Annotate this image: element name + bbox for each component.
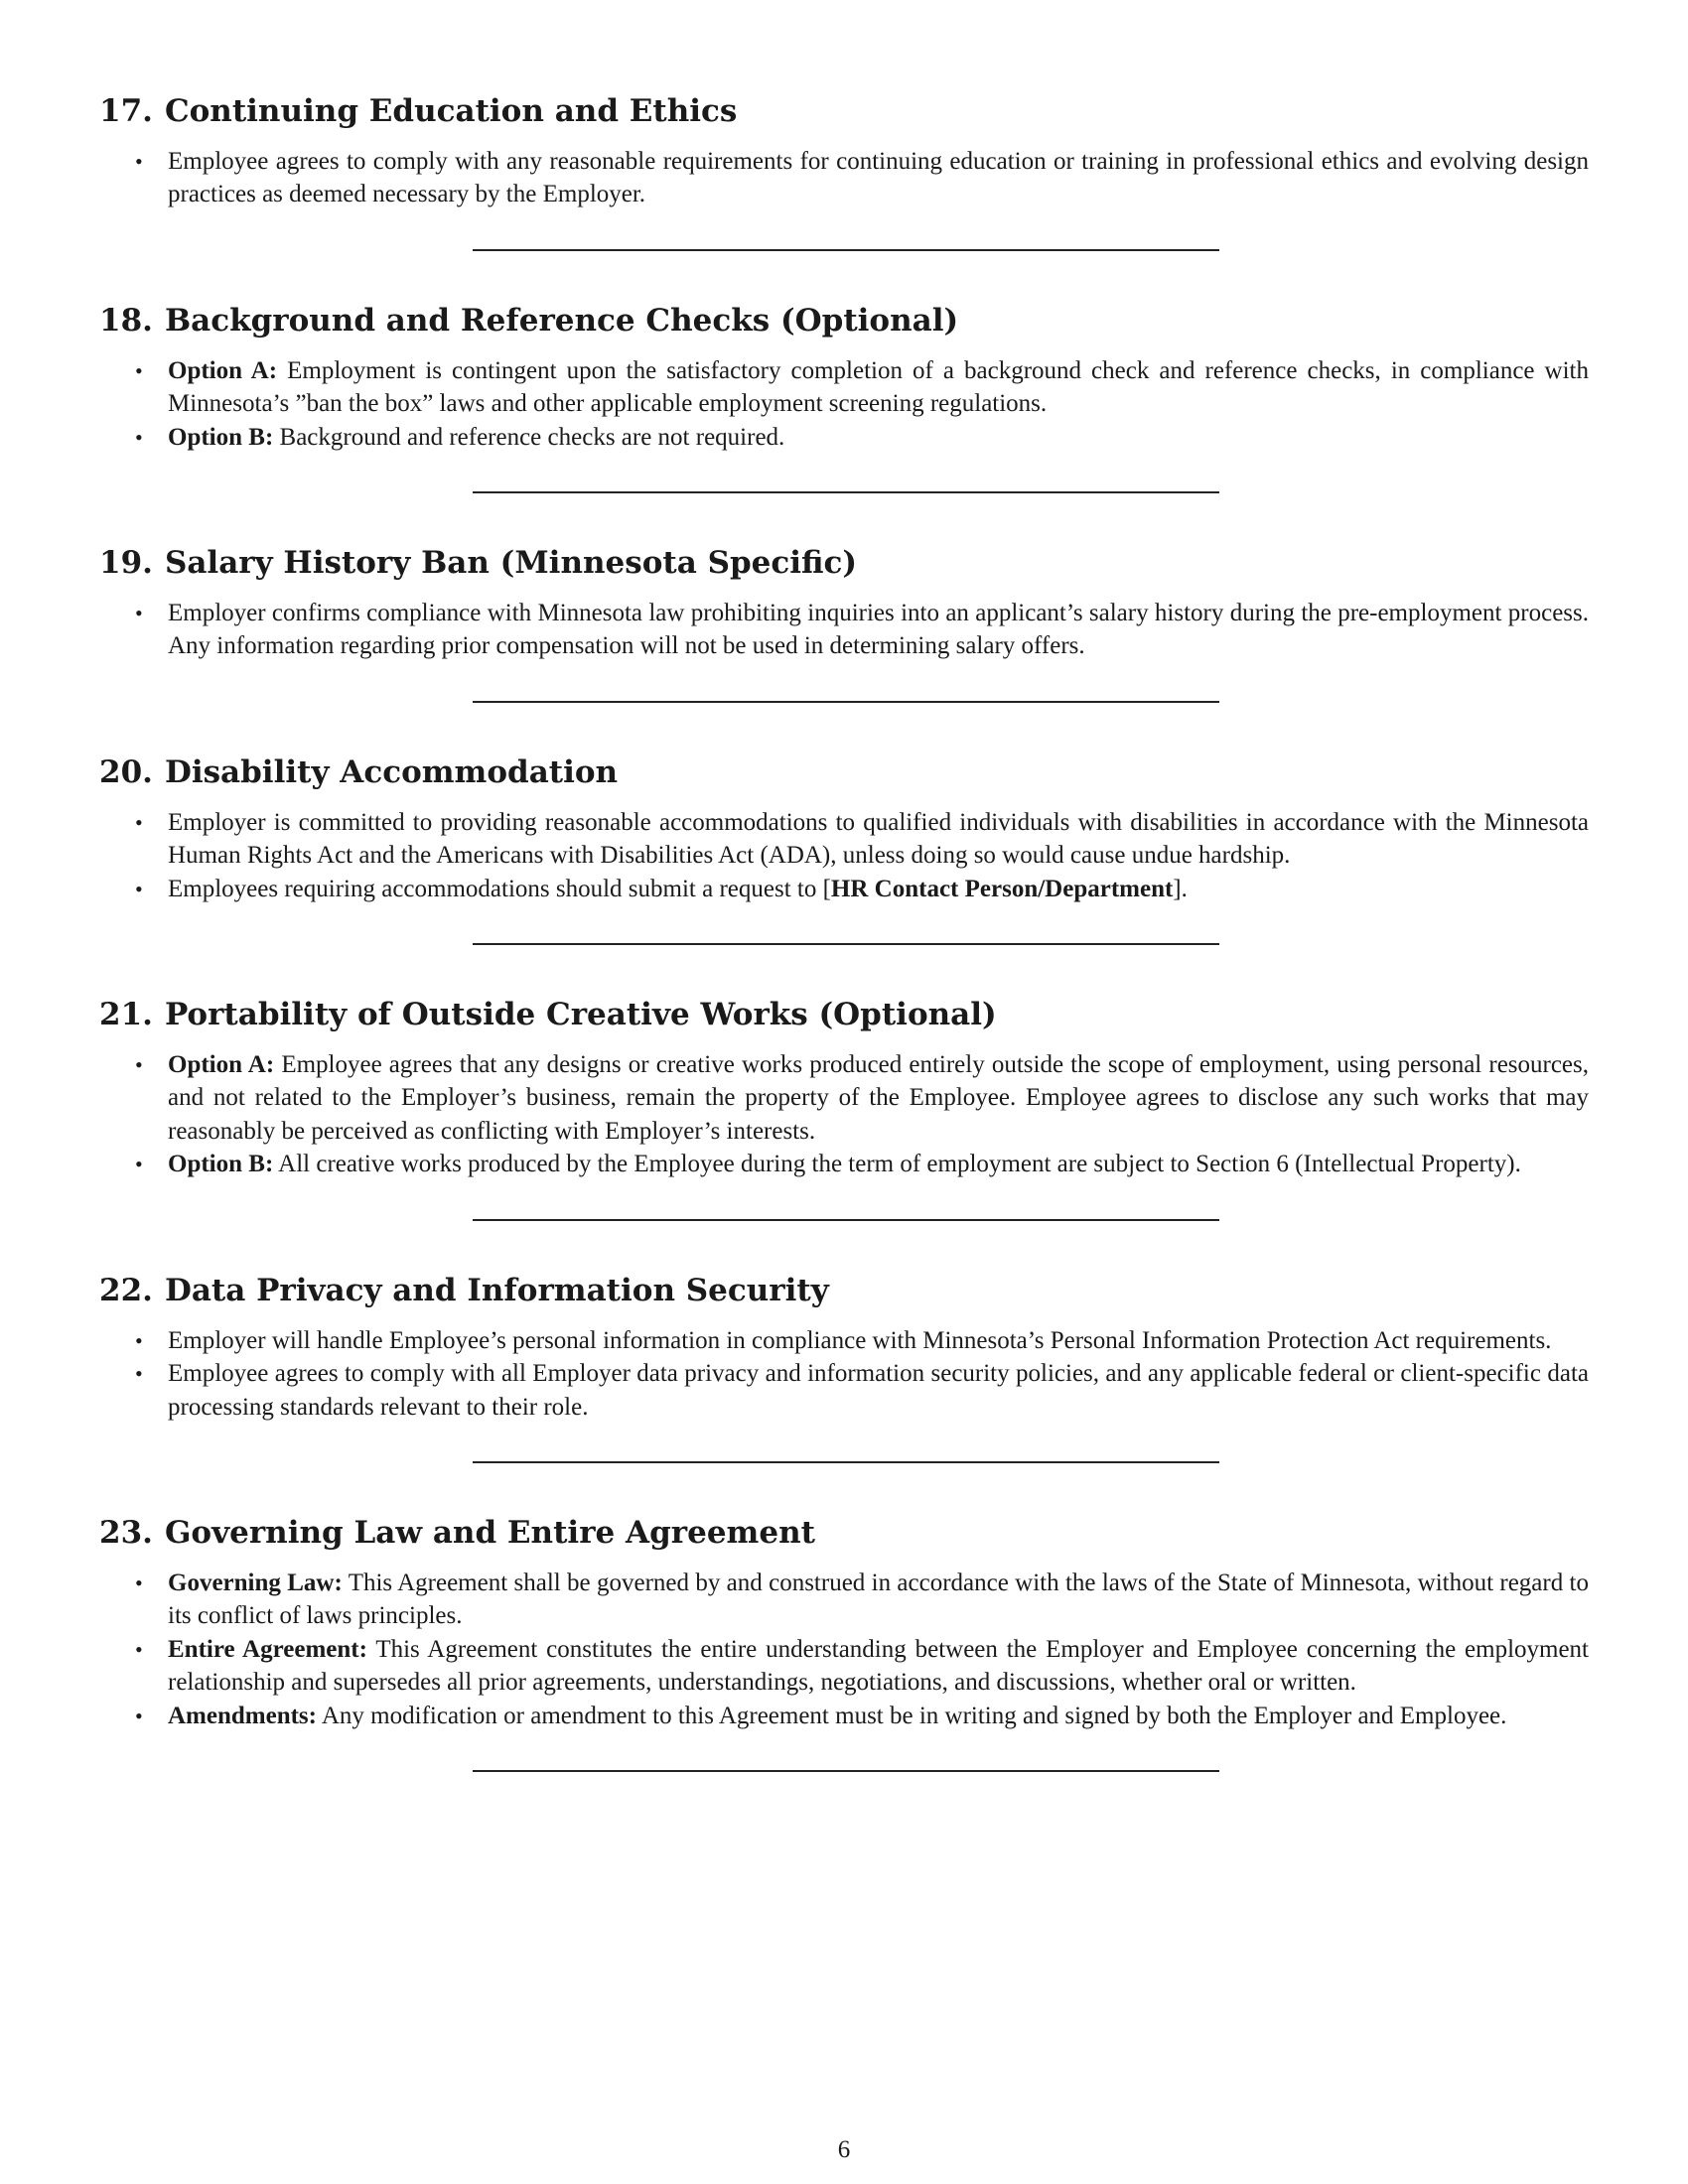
item-text: Employees requiring accommodations should submit a request to [: [168, 875, 831, 902]
item-label: Entire Agreement:: [168, 1635, 367, 1663]
section-19: [99, 543, 1589, 663]
section-title: Continuing Education and Ethics: [164, 93, 738, 129]
section-title: Disability Accommodation: [164, 753, 619, 790]
section-number: 18.: [99, 302, 153, 339]
list-item: [99, 1633, 1589, 1700]
item-text: This Agreement shall be governed by and construed in accordance with the laws of the State of Minnesota, without regard to its conflict of laws principles.: [168, 1569, 1589, 1630]
item-text: Employee agrees that any designs or creative works produced entirely outside the scope of employment, using personal resources, and not related to the Employer’s business, remain the property of the Employee. Employee agrees to disclose any such works that may reasonably be perceived as conflicting with Employer’s interests.: [168, 1051, 1590, 1145]
section-number: 20.: [99, 753, 153, 790]
item-text: Employee agrees to comply with any reasonable requirements for continuing education or training in professional ethics and evolving design practices as deemed necessary by the Employer.: [168, 148, 1589, 208]
section-20: [99, 752, 1589, 905]
section-heading: [99, 301, 1589, 341]
item-text: Any modification or amendment to this Agreement must be in writing and signed by both the Employer and Employee.: [321, 1702, 1507, 1729]
section-18: [99, 301, 1589, 454]
section-divider: [473, 1219, 1219, 1221]
item-label: Amendments:: [168, 1702, 317, 1729]
section-heading: [99, 1513, 1589, 1553]
item-text: This Agreement constitutes the entire understanding between the Employer and Employee concerning the employment relationship and supersedes all prior agreements, understandings, negotiations, and discussions, whether oral or written.: [168, 1635, 1589, 1697]
section-heading: [99, 543, 1589, 583]
list-item: [99, 145, 1589, 211]
section-divider: [473, 249, 1219, 251]
section-heading: [99, 752, 1589, 792]
list-item: [99, 354, 1589, 421]
list-item: [99, 1148, 1589, 1180]
bullet-list: [99, 806, 1589, 905]
item-text: Employee agrees to comply with all Employer data privacy and information security policies, and any applicable federal or client-specific data processing standards relevant to their role.: [168, 1360, 1589, 1421]
item-text: Employment is contingent upon the satisfactory completion of a background check and reference checks, in compliance with Minnesota’s ”ban the box” laws and other applicable employment screening regulations.: [168, 356, 1590, 418]
section-number: 21.: [99, 997, 153, 1033]
section-number: 22.: [99, 1272, 153, 1308]
section-divider: [473, 943, 1219, 945]
section-heading: [99, 91, 1589, 131]
bullet-list: [99, 597, 1589, 663]
section-title: Data Privacy and Information Security: [164, 1272, 829, 1308]
list-item: [99, 806, 1589, 873]
list-item: [99, 421, 1589, 454]
item-label: Option B:: [168, 1151, 274, 1178]
section-22: [99, 1271, 1589, 1424]
bullet-list: [99, 1567, 1589, 1732]
section-divider: [473, 1461, 1219, 1463]
section-21: [99, 995, 1589, 1181]
section-divider: [473, 1770, 1219, 1772]
bullet-list: [99, 1324, 1589, 1424]
section-divider: [473, 701, 1219, 703]
list-item: [99, 1700, 1589, 1732]
bullet-list: [99, 354, 1589, 454]
item-text: All creative works produced by the Employee during the term of employment are subject to Section 6 (Intellectual Property).: [278, 1151, 1521, 1178]
section-title: Portability of Outside Creative Works (Optional): [164, 997, 997, 1033]
section-17: [99, 91, 1589, 211]
item-text: Employer is committed to providing reasonable accommodations to qualified individuals with disabilities in accordance with the Minnesota Human Rights Act and the Americans with Disabilities Act (ADA), unless doing so would cause undue hardship.: [168, 808, 1589, 870]
item-suffix: ].: [1173, 875, 1188, 902]
section-number: 17.: [99, 93, 153, 129]
list-item: [99, 1567, 1589, 1633]
list-item: [99, 1048, 1589, 1148]
item-label: Governing Law:: [168, 1569, 343, 1596]
bullet-list: [99, 1048, 1589, 1181]
section-number: 23.: [99, 1514, 153, 1551]
hr-contact-placeholder: HR Contact Person/Department: [830, 875, 1174, 902]
list-item: [99, 1324, 1589, 1357]
item-text: Employer will handle Employee’s personal information in compliance with Minnesota’s Personal Information Protection Act requirements.: [168, 1326, 1552, 1354]
section-heading: [99, 1271, 1589, 1310]
list-item: [99, 1357, 1589, 1424]
item-label: Option A:: [168, 1051, 275, 1079]
bullet-list: [99, 145, 1589, 211]
list-item: [99, 597, 1589, 663]
item-label: Option B:: [168, 423, 274, 451]
section-title: Governing Law and Entire Agreement: [164, 1514, 815, 1551]
section-number: 19.: [99, 545, 153, 582]
section-heading: [99, 995, 1589, 1034]
section-title: Salary History Ban (Minnesota Specific): [164, 545, 858, 582]
page-number: 6: [837, 2136, 851, 2163]
document-page: [99, 91, 1589, 1772]
item-text: Employer confirms compliance with Minnesota law prohibiting inquiries into an applicant’s salary history during the pre-employment process. Any information regarding prior compensation will not be used in determining salary offers.: [168, 600, 1589, 660]
list-item: [99, 873, 1589, 905]
section-title: Background and Reference Checks (Optional): [164, 302, 959, 339]
item-text: Background and reference checks are not required.: [279, 423, 785, 451]
item-label: Option A:: [168, 356, 278, 384]
section-23: [99, 1513, 1589, 1732]
section-divider: [473, 491, 1219, 493]
